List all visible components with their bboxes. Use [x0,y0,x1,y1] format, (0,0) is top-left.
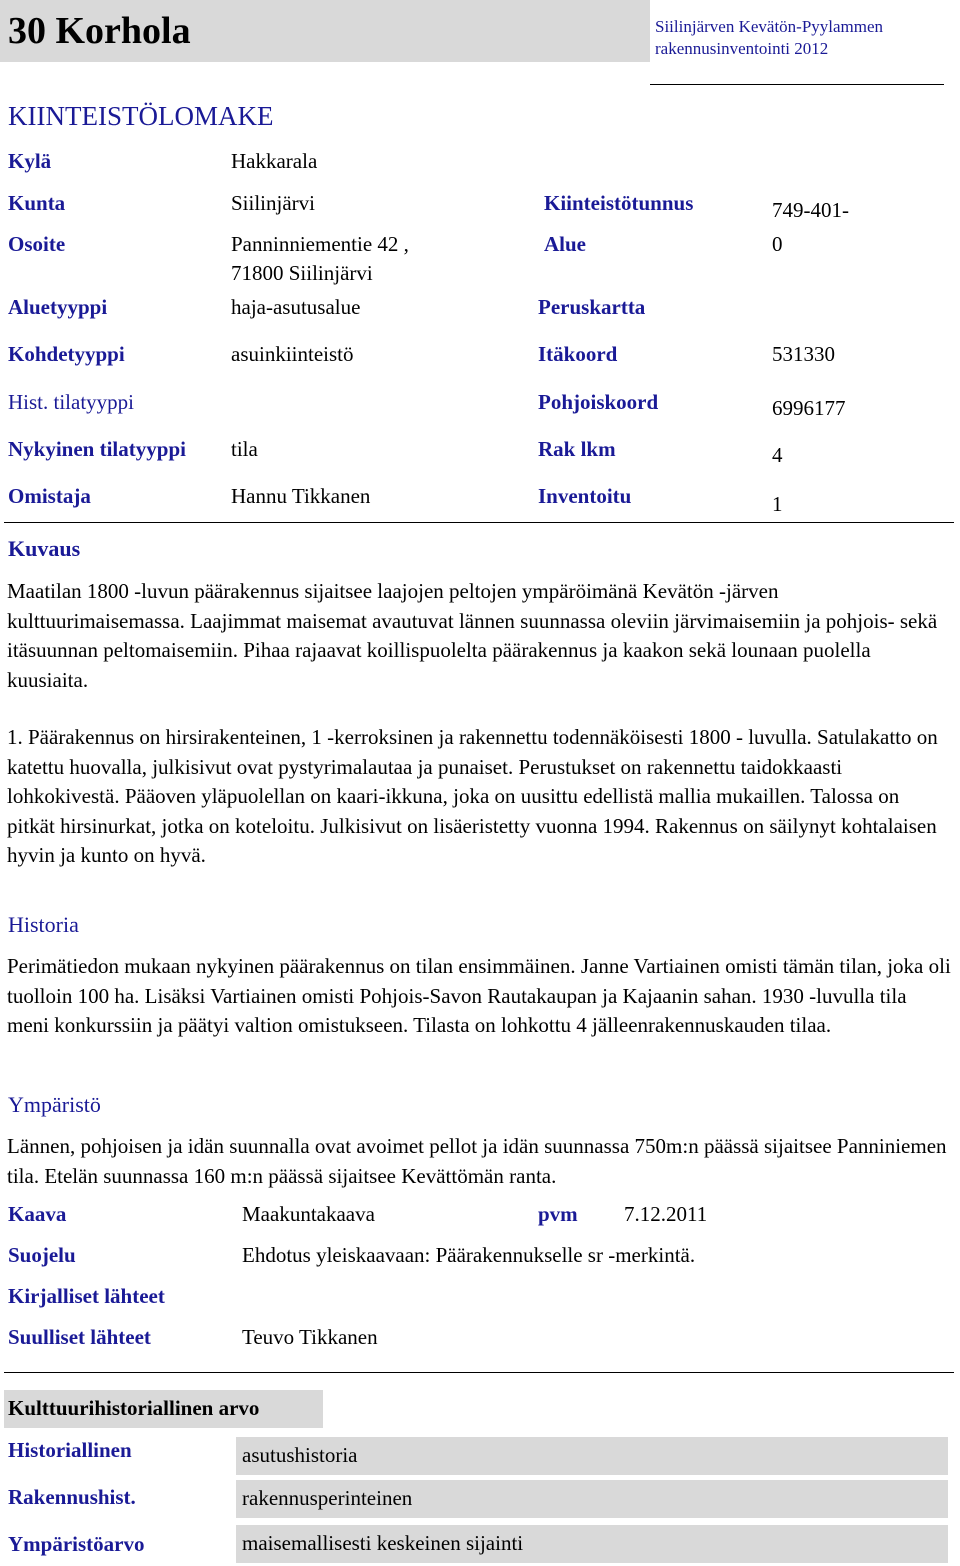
alue-value: 0 [772,232,783,256]
section-rule [4,522,954,523]
kirjalliset-lahteet-label: Kirjalliset lähteet [8,1284,165,1308]
osoite-label: Osoite [8,232,66,256]
itakoord-label: Itäkoord [538,342,618,366]
kiinteistotunnus-value: 749-401- [772,198,849,222]
suulliset-lahteet-value: Teuvo Tikkanen [242,1325,378,1349]
ymparistoarvo-value-box [236,1525,948,1563]
omistaja-value: Hannu Tikkanen [231,484,371,508]
pohjoiskoord-label: Pohjoiskoord [538,390,659,414]
kunta-value: Siilinjärvi [231,191,315,215]
nykyinen-tilatyyppi-label: Nykyinen tilatyyppi [8,437,186,461]
pvm-value: 7.12.2011 [624,1202,708,1226]
kaava-value: Maakuntakaava [242,1202,375,1226]
kuvaus-paragraph-2: 1. Päärakennus on hirsirakenteinen, 1 -kerroksinen ja rakennettu todennäköisesti 1800 - luvulla. Satulakatto on katettu huovalla, julkisivut ovat pystyrimalautaa ja punaiset. Perustukset on rakennettu taidokkaasti lohkokivestä. Pääoven yläpuolellan on kaari-ikkuna, joka on uusittu edellistä mallia mukaillen. Talossa on pitkät hirsinurkat, jotka on koteloitu. Julkisivut on lisäeristetty vuonna 1994. Rakennus on säilynyt kohtalaisen hyvin ja kunto on hyvä. [7,725,938,867]
kyla-label: Kylä [8,149,52,173]
project-title-line1: Siilinjärven Kevätön-Pyylammen [655,17,884,36]
aluetyyppi-value: haja-asutusalue [231,295,361,319]
rakennushist-label: Rakennushist. [8,1485,136,1509]
form-title: KIINTEISTÖLOMAKE [8,101,274,131]
historiallinen-label: Historiallinen [8,1438,132,1462]
historiallinen-value: asutushistoria [242,1443,358,1467]
aluetyyppi-label: Aluetyyppi [8,295,108,319]
kohdetyyppi-value: asuinkiinteistö [231,342,354,366]
project-title [655,16,883,60]
page-title: 30 Korhola [8,10,191,52]
kaava-label: Kaava [8,1202,67,1226]
kuvaus-paragraph-1: Maatilan 1800 -luvun päärakennus sijaitsee laajojen peltojen ympäröimänä Kevätön -järven kulttuurimaisemassa. Laajimmat maisemat avautuvat lännen suunnassa oleviin järvimaisemiin ja pohjois- sekä itäsuunnan peltomaisemiin. Pihaa rajaavat koillispuolelta päärakennus ja kaakon sekä lounaan puolella kuusiaita. [7,579,938,692]
nykyinen-tilatyyppi-value: tila [231,437,258,461]
kiinteistotunnus-label: Kiinteistötunnus [544,191,694,215]
rak-lkm-label: Rak lkm [538,437,616,461]
kyla-value: Hakkarala [231,149,318,173]
ymparistoarvo-value: maisemallisesti keskeinen sijainti [242,1531,524,1555]
pvm-label: pvm [538,1202,578,1226]
project-title-line2: rakennusinventointi 2012 [655,39,829,58]
historia-text: Perimätiedon mukaan nykyinen päärakennus on tilan ensimmäinen. Janne Vartiainen omisti tämän tilan, joka oli tuolloin 100 ha. Lisäksi Vartiainen omisti Pohjois-Savon Rautakaupan ja Kajaanin sahan. 1930 -luvulla tila meni konkurssiin ja päätyi valtion omistukseen. Tilasta on lohkottu 4 jälleenrakennuskauden tilaa. [7,954,951,1037]
cultural-rule [4,1372,954,1373]
rakennushist-value-box [236,1480,948,1518]
kunta-label: Kunta [8,191,66,215]
hist-tilatyyppi-label: Hist. tilatyyppi [8,390,134,414]
historiallinen-value-box [236,1437,948,1475]
kohdetyyppi-label: Kohdetyyppi [8,342,125,366]
itakoord-value: 531330 [772,342,835,366]
inventoitu-value: 1 [772,492,783,516]
alue-label: Alue [544,232,586,256]
osoite-value-line2: 71800 Siilinjärvi [231,261,373,285]
kuvaus-heading: Kuvaus [8,536,81,561]
cultural-heading: Kulttuurihistoriallinen arvo [8,1396,260,1420]
header-rule [650,84,944,85]
peruskartta-label: Peruskartta [538,295,646,319]
omistaja-label: Omistaja [8,484,91,508]
pohjoiskoord-value: 6996177 [772,396,846,420]
osoite-value-line1: Panninniementie 42 , [231,232,409,256]
inventoitu-label: Inventoitu [538,484,632,508]
suojelu-value: Ehdotus yleiskaavaan: Päärakennukselle sr -merkintä. [242,1243,696,1267]
ymparisto-heading: Ympäristö [8,1092,101,1117]
suojelu-label: Suojelu [8,1243,76,1267]
rakennushist-value: rakennusperinteinen [242,1486,413,1510]
historia-heading: Historia [8,912,79,937]
rak-lkm-value: 4 [772,443,783,467]
ymparisto-text: Lännen, pohjoisen ja idän suunnalla ovat avoimet pellot ja idän suunnassa 750m:n päässä sijaitsee Panniniemen tila. Etelän suunnassa 160 m:n päässä sijaitsee Kevättömän ranta. [7,1134,947,1188]
suulliset-lahteet-label: Suulliset lähteet [8,1325,151,1349]
ymparistoarvo-label: Ympäristöarvo [8,1532,145,1556]
